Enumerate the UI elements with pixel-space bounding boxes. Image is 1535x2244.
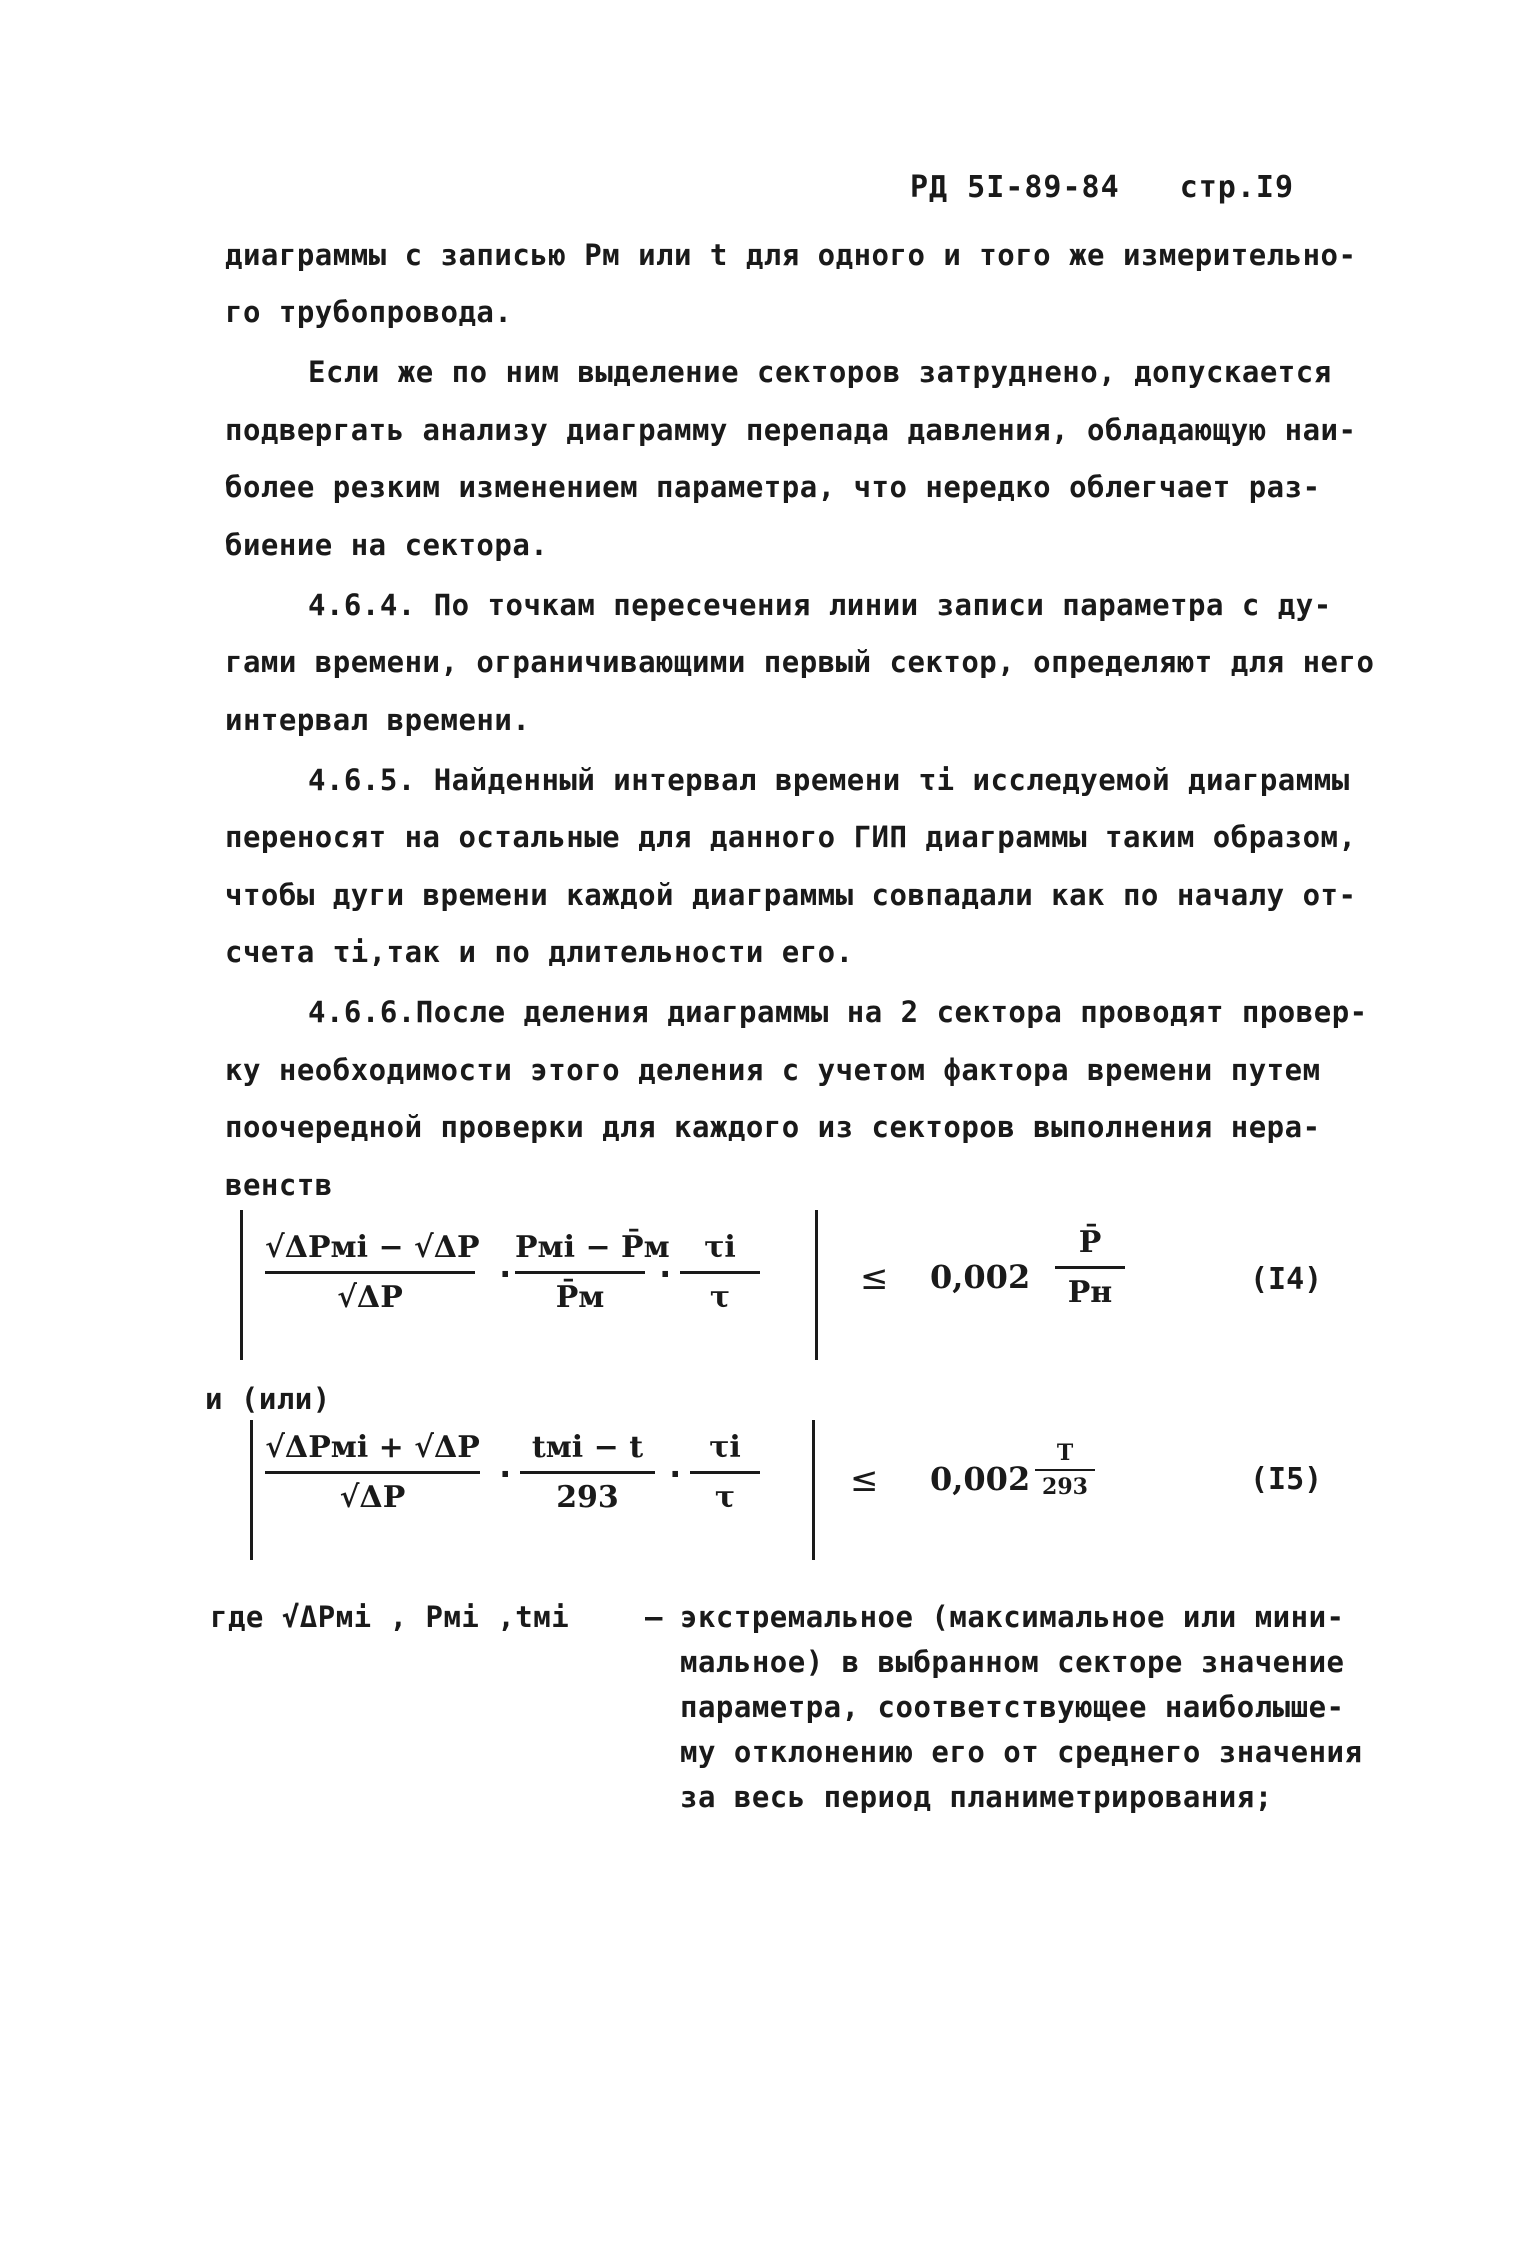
denominator: 293 bbox=[556, 1480, 619, 1515]
denominator: √ΔP bbox=[337, 1280, 403, 1315]
where-dash: – bbox=[645, 1600, 663, 1634]
fraction-line bbox=[265, 1271, 475, 1274]
numerator: τi bbox=[704, 1230, 736, 1265]
fraction-line bbox=[265, 1471, 480, 1474]
numerator: P̄ bbox=[1078, 1225, 1102, 1260]
abs-bar-right bbox=[815, 1210, 818, 1360]
fraction bbox=[520, 1430, 655, 1515]
text-line: гами времени, ограничивающими первый сектор, определяют для него bbox=[225, 645, 1375, 679]
where-desc-line: за весь период планиметрирования; bbox=[680, 1780, 1273, 1814]
text-line: 4.6.5. Найденный интервал времени τi исследуемой диаграммы bbox=[308, 763, 1350, 797]
denominator: √ΔP bbox=[339, 1480, 406, 1515]
where-desc-line: экстремальное (максимальное или мини- bbox=[680, 1600, 1345, 1634]
numerator: Pмi − P̄м bbox=[515, 1230, 670, 1265]
connector-text: и (или) bbox=[205, 1382, 331, 1416]
abs-bar-left bbox=[250, 1420, 253, 1560]
fraction-line bbox=[520, 1471, 655, 1474]
multiply-dot: · bbox=[665, 1455, 686, 1495]
denominator: Pн bbox=[1067, 1275, 1113, 1310]
fraction-line bbox=[1055, 1266, 1125, 1269]
equation-number: (I5) bbox=[1250, 1462, 1323, 1497]
text-line: 4.6.6.После деления диаграммы на 2 сектора проводят провер- bbox=[308, 995, 1368, 1029]
coefficient: 0,002 bbox=[930, 1460, 1031, 1498]
text-line: го трубопровода. bbox=[225, 295, 513, 329]
numerator: √ΔPмi + √ΔP bbox=[265, 1430, 480, 1465]
text-line: подвергать анализу диаграмму перепада давления, обладающую наи- bbox=[225, 413, 1357, 447]
text-line: диаграммы с записью Pм или t для одного и того же измерительно- bbox=[225, 238, 1357, 272]
text-line: более резким изменением параметра, что нередко облегчает раз- bbox=[225, 470, 1321, 504]
abs-bar-right bbox=[812, 1420, 815, 1560]
less-equal-sign: ≤ bbox=[850, 1460, 879, 1500]
text-line: 4.6.4. По точкам пересечения линии записи параметра с ду- bbox=[308, 588, 1332, 622]
text-line: Если же по ним выделение секторов затруднено, допускается bbox=[308, 355, 1332, 389]
where-desc-line: му отклонению его от среднего значения bbox=[680, 1735, 1363, 1769]
denominator: τ bbox=[714, 1480, 736, 1515]
text-line: переносят на остальные для данного ГИП диаграммы таким образом, bbox=[225, 820, 1357, 854]
text-line: чтобы дуги времени каждой диаграммы совпадали как по началу от- bbox=[225, 878, 1357, 912]
denominator: τ bbox=[709, 1280, 731, 1315]
fraction-line bbox=[515, 1271, 645, 1274]
denominator: 293 bbox=[1042, 1474, 1088, 1500]
fraction bbox=[690, 1430, 760, 1515]
numerator: √ΔPмi − √ΔP bbox=[265, 1230, 480, 1265]
equation-number: (I4) bbox=[1250, 1262, 1323, 1297]
page-header bbox=[910, 170, 1294, 205]
text-line: счета τi,так и по длительности его. bbox=[225, 935, 854, 969]
coefficient: 0,002 bbox=[930, 1258, 1031, 1296]
multiply-dot: · bbox=[495, 1455, 516, 1495]
fraction bbox=[265, 1430, 480, 1515]
fraction bbox=[265, 1230, 480, 1315]
fraction-line bbox=[680, 1271, 760, 1274]
text-line: венств bbox=[225, 1168, 333, 1202]
numerator: tмi − t bbox=[531, 1430, 644, 1465]
text-line: биение на сектора. bbox=[225, 528, 549, 562]
multiply-dot: · bbox=[655, 1255, 676, 1295]
fraction bbox=[1035, 1440, 1095, 1500]
numerator: T bbox=[1056, 1440, 1074, 1466]
where-desc-line: параметра, соответствующее наиболыше- bbox=[680, 1690, 1345, 1724]
fraction bbox=[1055, 1225, 1125, 1310]
page-number: стр.I9 bbox=[1179, 170, 1295, 205]
abs-bar-left bbox=[240, 1210, 243, 1360]
text-line: поочередной проверки для каждого из секторов выполнения нера- bbox=[225, 1110, 1321, 1144]
fraction-line bbox=[690, 1471, 760, 1474]
where-label: где √ΔPмi , Pмi ,tмi bbox=[210, 1600, 570, 1634]
where-desc-line: мальное) в выбранном секторе значение bbox=[680, 1645, 1345, 1679]
text-line: интервал времени. bbox=[225, 703, 531, 737]
less-equal-sign: ≤ bbox=[860, 1258, 889, 1298]
numerator: τi bbox=[709, 1430, 741, 1465]
document-code: РД 5I-89-84 bbox=[910, 170, 1120, 205]
multiply-dot: · bbox=[495, 1255, 516, 1295]
text-line: ку необходимости этого деления с учетом фактора времени путем bbox=[225, 1053, 1321, 1087]
fraction-line bbox=[1035, 1469, 1095, 1471]
denominator: P̄м bbox=[555, 1280, 605, 1315]
fraction bbox=[515, 1230, 670, 1315]
fraction bbox=[680, 1230, 760, 1315]
